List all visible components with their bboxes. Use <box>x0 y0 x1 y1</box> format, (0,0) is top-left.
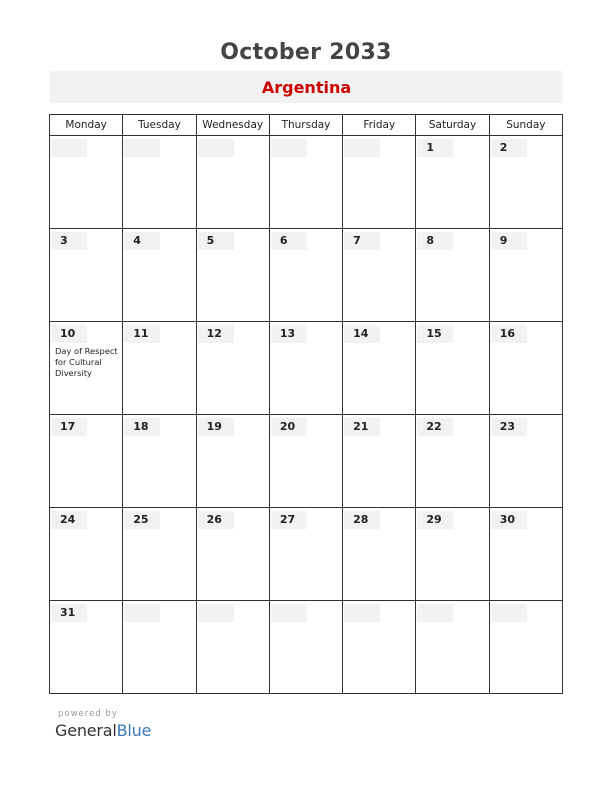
day-cell <box>50 136 123 229</box>
day-number: 5 <box>198 232 234 250</box>
day-number: 30 <box>491 511 527 529</box>
day-number <box>271 604 307 622</box>
day-number: 16 <box>491 325 527 343</box>
day-cell <box>343 229 416 322</box>
day-number <box>491 604 527 622</box>
day-number: 31 <box>51 604 87 622</box>
day-cell <box>196 508 269 601</box>
day-cell <box>196 136 269 229</box>
week-row <box>50 415 563 508</box>
day-number: 4 <box>124 232 160 250</box>
day-number: 6 <box>271 232 307 250</box>
day-number: 29 <box>417 511 453 529</box>
day-number <box>124 139 160 157</box>
powered-by-label: powered by <box>58 709 118 719</box>
country-banner <box>50 71 563 103</box>
day-cell <box>343 415 416 508</box>
weekday-header: Thursday <box>269 115 342 136</box>
week-row <box>50 229 563 322</box>
day-cell <box>343 136 416 229</box>
week-row <box>50 136 563 229</box>
day-number: 19 <box>198 418 234 436</box>
day-number: 18 <box>124 418 160 436</box>
day-number: 13 <box>271 325 307 343</box>
day-number <box>271 139 307 157</box>
day-cell <box>489 322 562 415</box>
day-cell <box>123 322 196 415</box>
day-cell <box>269 136 342 229</box>
day-cell <box>416 136 489 229</box>
weekday-header-row <box>50 115 563 136</box>
day-number: 27 <box>271 511 307 529</box>
week-row <box>50 322 563 415</box>
day-cell <box>343 322 416 415</box>
holiday-label: Day of Respect for Cultural Diversity <box>55 346 118 378</box>
day-cell <box>196 229 269 322</box>
day-cell <box>196 322 269 415</box>
day-number <box>198 604 234 622</box>
day-cell <box>416 415 489 508</box>
day-number: 3 <box>51 232 87 250</box>
day-number: 22 <box>417 418 453 436</box>
day-cell <box>123 508 196 601</box>
day-cell <box>416 229 489 322</box>
day-number: 11 <box>124 325 160 343</box>
day-cell <box>269 601 342 694</box>
day-number: 14 <box>344 325 380 343</box>
weekday-header: Monday <box>50 115 123 136</box>
day-cell <box>489 415 562 508</box>
day-cell <box>489 601 562 694</box>
day-number: 9 <box>491 232 527 250</box>
week-row <box>50 601 563 694</box>
weekday-header: Wednesday <box>196 115 269 136</box>
day-cell <box>50 415 123 508</box>
calendar-title: October 2033 <box>220 40 392 65</box>
day-number <box>51 139 87 157</box>
day-number: 20 <box>271 418 307 436</box>
day-cell <box>50 229 123 322</box>
calendar-grid <box>49 114 563 694</box>
day-cell <box>123 601 196 694</box>
day-number: 25 <box>124 511 160 529</box>
country-name: Argentina <box>261 77 352 97</box>
day-number: 23 <box>491 418 527 436</box>
day-number <box>124 604 160 622</box>
day-cell <box>50 508 123 601</box>
day-number: 15 <box>417 325 453 343</box>
day-number: 24 <box>51 511 87 529</box>
day-number: 26 <box>198 511 234 529</box>
day-number <box>344 139 380 157</box>
day-number: 8 <box>417 232 453 250</box>
day-cell <box>416 508 489 601</box>
day-cell <box>489 136 562 229</box>
day-cell <box>269 508 342 601</box>
day-number <box>198 139 234 157</box>
day-cell <box>123 415 196 508</box>
day-cell <box>50 601 123 694</box>
day-number: 2 <box>491 139 527 157</box>
day-number <box>344 604 380 622</box>
generalblue-logo <box>55 721 151 740</box>
day-number: 28 <box>344 511 380 529</box>
day-cell <box>343 601 416 694</box>
brand-blue: Blue <box>116 721 152 740</box>
day-cell <box>269 229 342 322</box>
weekday-header: Tuesday <box>123 115 196 136</box>
day-number: 7 <box>344 232 380 250</box>
day-number: 21 <box>344 418 380 436</box>
day-number: 10 <box>51 325 87 343</box>
weekday-header: Friday <box>343 115 416 136</box>
day-number: 17 <box>51 418 87 436</box>
day-number <box>417 604 453 622</box>
day-cell <box>196 415 269 508</box>
day-cell <box>196 601 269 694</box>
weekday-header: Sunday <box>489 115 562 136</box>
day-cell <box>50 322 123 415</box>
day-cell <box>123 136 196 229</box>
day-cell <box>343 508 416 601</box>
day-number: 1 <box>417 139 453 157</box>
day-cell <box>269 415 342 508</box>
day-cell <box>489 229 562 322</box>
day-cell <box>416 322 489 415</box>
brand-general: General <box>55 721 117 740</box>
day-cell <box>489 508 562 601</box>
day-cell <box>123 229 196 322</box>
day-cell <box>269 322 342 415</box>
day-number: 12 <box>198 325 234 343</box>
weekday-header: Saturday <box>416 115 489 136</box>
day-cell <box>416 601 489 694</box>
week-row <box>50 508 563 601</box>
